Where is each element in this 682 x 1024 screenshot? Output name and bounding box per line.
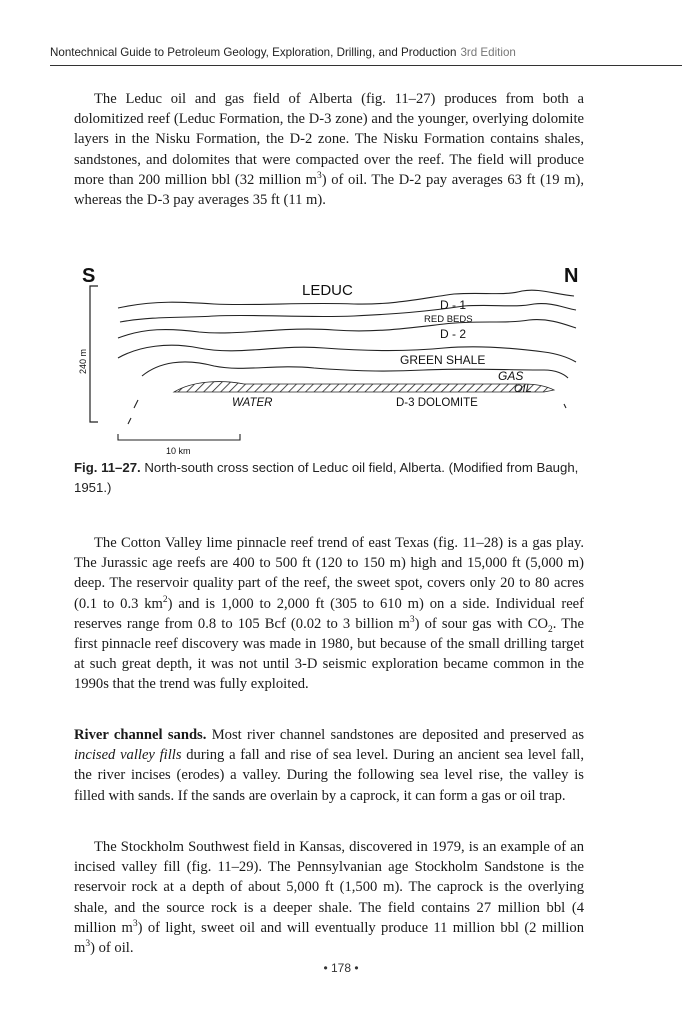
caption-text: North-south cross section of Leduc oil field, Alberta. (Modified from Baugh, 1951.) — [74, 460, 579, 495]
horizon-green-shale — [118, 345, 576, 362]
label-d1: D - 1 — [440, 298, 467, 312]
running-header — [50, 46, 682, 59]
label-green-shale: GREEN SHALE — [400, 353, 486, 367]
vertical-scale-bar — [90, 286, 98, 422]
horizon-d2 — [118, 320, 576, 338]
label-d3-dolomite: D-3 DOLOMITE — [396, 397, 478, 409]
vertical-scale-label: 240 m — [78, 348, 88, 374]
figure-caption — [74, 458, 584, 498]
oil-zone-hatch — [174, 382, 554, 392]
horizon-d1-red-beds — [120, 304, 576, 322]
label-oil: OIL — [514, 383, 532, 395]
figure-title: LEDUC — [302, 282, 353, 299]
label-water: WATER — [232, 397, 273, 409]
cross-section-diagram — [74, 258, 584, 458]
label-d2: D - 2 — [440, 327, 467, 341]
south-marker: S — [82, 265, 96, 287]
edition-label: 3rd Edition — [460, 46, 516, 59]
figure-leduc-cross-section — [74, 258, 584, 458]
reef-flank-ticks — [128, 400, 566, 424]
caption-label: Fig. 11–27. — [74, 460, 141, 475]
paragraph-river-channel-sands: River channel sands. Most river channel sandstones are deposited and preserved as incised valley fills during a fall and rise of sea level. During an ancient sea level fall, the river incises (erodes) a valley. During the following sea level rise, the valley is filled with sands. If the sands are overlain by a caprock, it can form a gas or oil trap. — [74, 727, 585, 804]
book-title: Nontechnical Guide to Petroleum Geology, Exploration, Drilling, and Production — [50, 46, 457, 59]
page-number: • 178 • — [323, 961, 359, 975]
paragraph-leduc: The Leduc oil and gas field of Alberta (fig. 11–27) produces from both a dolomitized reef (Leduc Formation, the D-3 zone) and the younger, overlying dolomite layers in the Nisku Formation, the D-2 zone. The Nisku Formation contains shales, sandstones, and dolomites that were compacted over the reef. The field will produce more than 200 million bbl (32 million $m^3$) of oil. The D-2 pay averages 63 ft (19 m), whereas the D-3 pay averages 35 ft (11 m). — [74, 91, 584, 209]
section-heading: River channel sands. — [74, 727, 207, 743]
north-marker: N — [564, 265, 579, 287]
paragraph-cotton-valley: The Cotton Valley lime pinnacle reef trend of east Texas (fig. 11–28) is a gas play. The Jurassic age reefs are 400 to 500 ft (120 to 150 m) high and 15,000 ft (5,000 m) deep. The reservoir quality part of the reef, the sweet spot, covers only 20 to 80 acres (0.1 to 0.3 $km^2$) and is 1,000 to 2,000 ft (305 to 610 m) on a side. Individual reef reserves range from 0.8 to 105 Bcf (0.02 to 3 billion $m^3$) of sour gas with $CO_2$. The first pinnacle reef discovery was made in 1980, but because of the small drilling target at such great depth, it was not until 3-D seismic exploration became common in the 1990s that the trend was fully exploited. — [74, 535, 585, 693]
header-rule — [50, 65, 682, 66]
horizontal-scale-bar — [118, 434, 240, 440]
horizontal-scale-label: 10 km — [166, 446, 191, 456]
paragraph-stockholm: The Stockholm Southwest field in Kansas, discovered in 1979, is an example of an incised valley fill (fig. 11–29). The Pennsylvanian age Stockholm Sandstone is the reservoir rock at a depth of about 5,000 ft (1,500 m). The caprock is the overlying shale, and the source rock is a deeper shale. The field contains 27 million bbl (4 million $m^3$) of light, sweet oil and will eventually produce 11 million bbl (2 million $m^3$) of oil. — [74, 839, 584, 957]
label-gas: GAS — [498, 369, 524, 383]
label-red-beds: RED BEDS — [424, 314, 473, 325]
